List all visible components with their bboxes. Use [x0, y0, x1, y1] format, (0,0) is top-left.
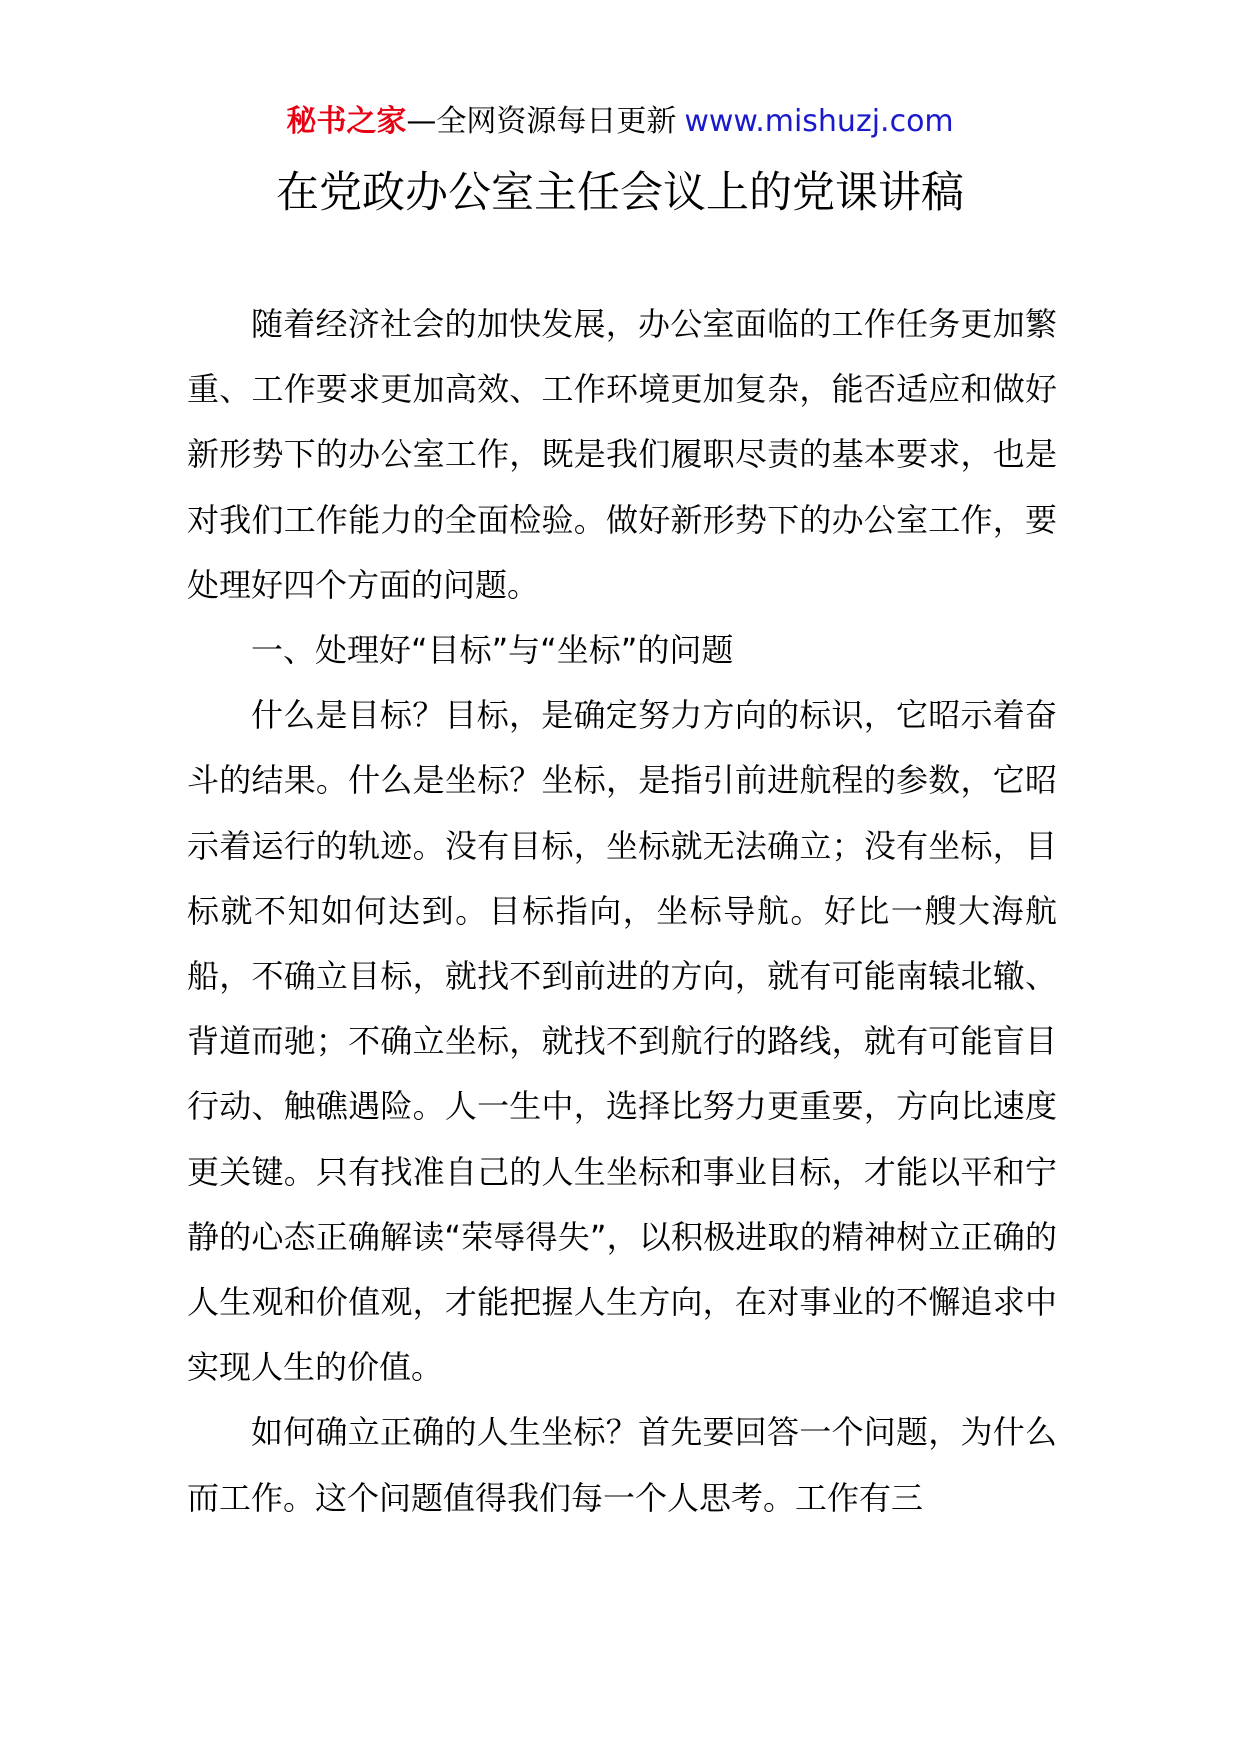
- paragraph-goal-coordinate: 什么是目标？目标，是确定努力方向的标识，它昭示着奋斗的结果。什么是坐标？坐标，是指引前进航程的参数，它昭示着运行的轨迹。没有目标，坐标就无法确立；没有坐标，目标就不知如何达到。目标指向，坐标导航。好比一艘大海航船，不确立目标，就找不到前进的方向，就有可能南辕北辙、背道而驰；不确立坐标，就找不到航行的路线，就有可能盲目行动、触礁遇险。人一生中，选择比努力更重要，方向比速度更关键。只有找准自己的人生坐标和事业目标，才能以平和宁静的心态正确解读“荣辱得失”，以积极进取的精神树立正确的人生观和价值观，才能把握人生方向，在对事业的不懈追求中实现人生的价值。: [187, 696, 1057, 1387]
- paragraph-intro: 随着经济社会的加快发展，办公室面临的工作任务更加繁重、工作要求更加高效、工作环境更加复杂，能否适应和做好新形势下的办公室工作，既是我们履职尽责的基本要求，也是对我们工作能力的全面检验。做好新形势下的办公室工作，要处理好四个方面的问题。: [187, 305, 1057, 604]
- paragraph-life-coordinate: 如何确立正确的人生坐标？首先要回答一个问题，为什么而工作。这个问题值得我们每一个人思考。工作有三: [187, 1413, 1057, 1517]
- site-brand: 秘书之家: [286, 104, 407, 139]
- site-header: [0, 100, 1240, 144]
- section-heading-1: 一、处理好“目标”与“坐标”的问题: [251, 631, 734, 670]
- site-tagline: —全网资源每日更新: [406, 104, 677, 139]
- site-url-link[interactable]: www.mishuzj.com: [684, 104, 954, 139]
- document-title: 在党政办公室主任会议上的党课讲稿: [276, 168, 964, 218]
- document-body: [187, 292, 1057, 1531]
